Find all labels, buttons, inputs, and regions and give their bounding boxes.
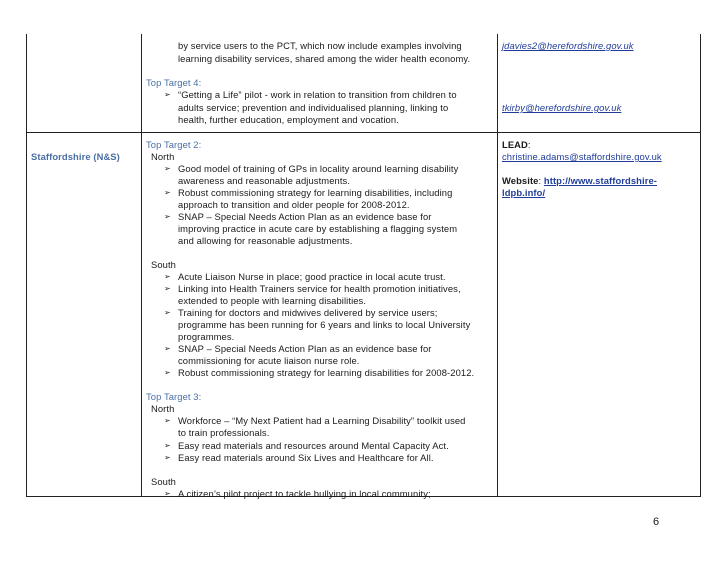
- north-item-1-line-2: awareness and reasonable adjustments.: [178, 175, 351, 186]
- arrow-bullet-icon: [164, 415, 173, 427]
- south-item-3-line-3: programmes.: [178, 331, 235, 342]
- top-target-3-heading: Top Target 3:: [146, 391, 202, 402]
- north-item-3-line-3: and allowing for reasonable adjustments.: [178, 235, 353, 246]
- tt3-south-item-1-line-1: A citizen’s pilot project to tackle bullying in local community;: [178, 488, 431, 499]
- website-link[interactable]: http://www.staffordshire-: [543, 175, 657, 186]
- tt4-line-1: “Getting a Life” pilot - work in relation to transition from children to: [178, 89, 457, 100]
- arrow-bullet-icon: [164, 367, 173, 379]
- south-label: South: [151, 259, 176, 270]
- top-target-2-heading: Top Target 2:: [146, 139, 202, 150]
- arrow-bullet-icon: [164, 271, 173, 283]
- row-divider: [26, 132, 701, 133]
- tt3-south-label: South: [151, 476, 176, 487]
- north-item-1-line-1: Good model of training of GPs in locality around learning disability: [178, 163, 459, 174]
- table-border-right: [700, 34, 701, 497]
- lead-email-link[interactable]: christine.adams@staffordshire.gov.uk: [502, 151, 662, 162]
- website-colon: :: [538, 175, 544, 186]
- south-item-4-line-1: SNAP – Special Needs Action Plan as an evidence base for: [178, 343, 432, 354]
- south-item-5-line-1: Robust commissioning strategy for learning disabilities for 2008-2012.: [178, 367, 475, 378]
- table-border-col1: [141, 34, 142, 497]
- arrow-bullet-icon: [164, 211, 173, 223]
- arrow-bullet-icon: [164, 488, 173, 500]
- tt4-line-2: adults service; prevention and individualised planning, linking to: [178, 102, 449, 113]
- prev-line-1: by service users to the PCT, which now include examples involving: [178, 40, 462, 51]
- arrow-bullet-icon: [164, 343, 173, 355]
- south-item-3-line-2: programme has been running for 6 years and links to local University: [178, 319, 471, 330]
- north-item-3-line-2: improving practice in acute care by establishing a flagging system: [178, 223, 458, 234]
- arrow-bullet-icon: [164, 163, 173, 175]
- lead-line: [502, 139, 531, 151]
- north-label: North: [151, 151, 175, 162]
- arrow-bullet-icon: [164, 452, 173, 464]
- lead-colon: :: [527, 139, 531, 150]
- tt3-north-item-3-line-1: Easy read materials around Six Lives and Healthcare for All.: [178, 452, 434, 463]
- north-item-3-line-1: SNAP – Special Needs Action Plan as an evidence base for: [178, 211, 432, 222]
- south-item-1-line-1: Acute Liaison Nurse in place; good practice in local acute trust.: [178, 271, 446, 282]
- tt4-line-3: health, further education, employment and vocation.: [178, 114, 399, 125]
- website-link-cont[interactable]: ldpb.info/: [502, 187, 546, 198]
- tt3-north-item-2-line-1: Easy read materials and resources around Mental Capacity Act.: [178, 440, 449, 451]
- arrow-bullet-icon: [164, 283, 173, 295]
- website-line: [502, 175, 657, 187]
- tt3-north-label: North: [151, 403, 175, 414]
- lead-label: LEAD: [502, 139, 528, 150]
- south-item-3-line-1: Training for doctors and midwives delivered by service users;: [178, 307, 438, 318]
- tt3-north-item-1-line-1: Workforce – “My Next Patient had a Learning Disability” toolkit used: [178, 415, 466, 426]
- arrow-bullet-icon: [164, 89, 173, 101]
- tt3-north-item-1-line-2: to train professionals.: [178, 427, 270, 438]
- prev-line-2: learning disability services, shared among the wider health economy.: [178, 53, 471, 64]
- arrow-bullet-icon: [164, 440, 173, 452]
- table-border-col2: [497, 34, 498, 497]
- north-item-2-line-1: Robust commissioning strategy for learning disabilities, including: [178, 187, 453, 198]
- south-item-2-line-1: Linking into Health Trainers service for health promotion initiatives,: [178, 283, 461, 294]
- south-item-2-line-2: extended to people with learning disabilities.: [178, 295, 367, 306]
- south-item-4-line-2: commissioning for acute liaison nurse role.: [178, 355, 360, 366]
- north-item-2-line-2: approach to transition and older people for 2008-2012.: [178, 199, 410, 210]
- table-border-left: [26, 34, 27, 497]
- contact-email-2[interactable]: tkirby@herefordshire.gov.uk: [502, 102, 622, 113]
- arrow-bullet-icon: [164, 187, 173, 199]
- top-target-4-heading: Top Target 4:: [146, 77, 202, 88]
- website-label: Website: [502, 175, 539, 186]
- contact-email-1[interactable]: jdavies2@herefordshire.gov.uk: [502, 40, 634, 51]
- area-name: Staffordshire (N&S): [31, 151, 120, 162]
- page-number: 6: [653, 516, 660, 528]
- arrow-bullet-icon: [164, 307, 173, 319]
